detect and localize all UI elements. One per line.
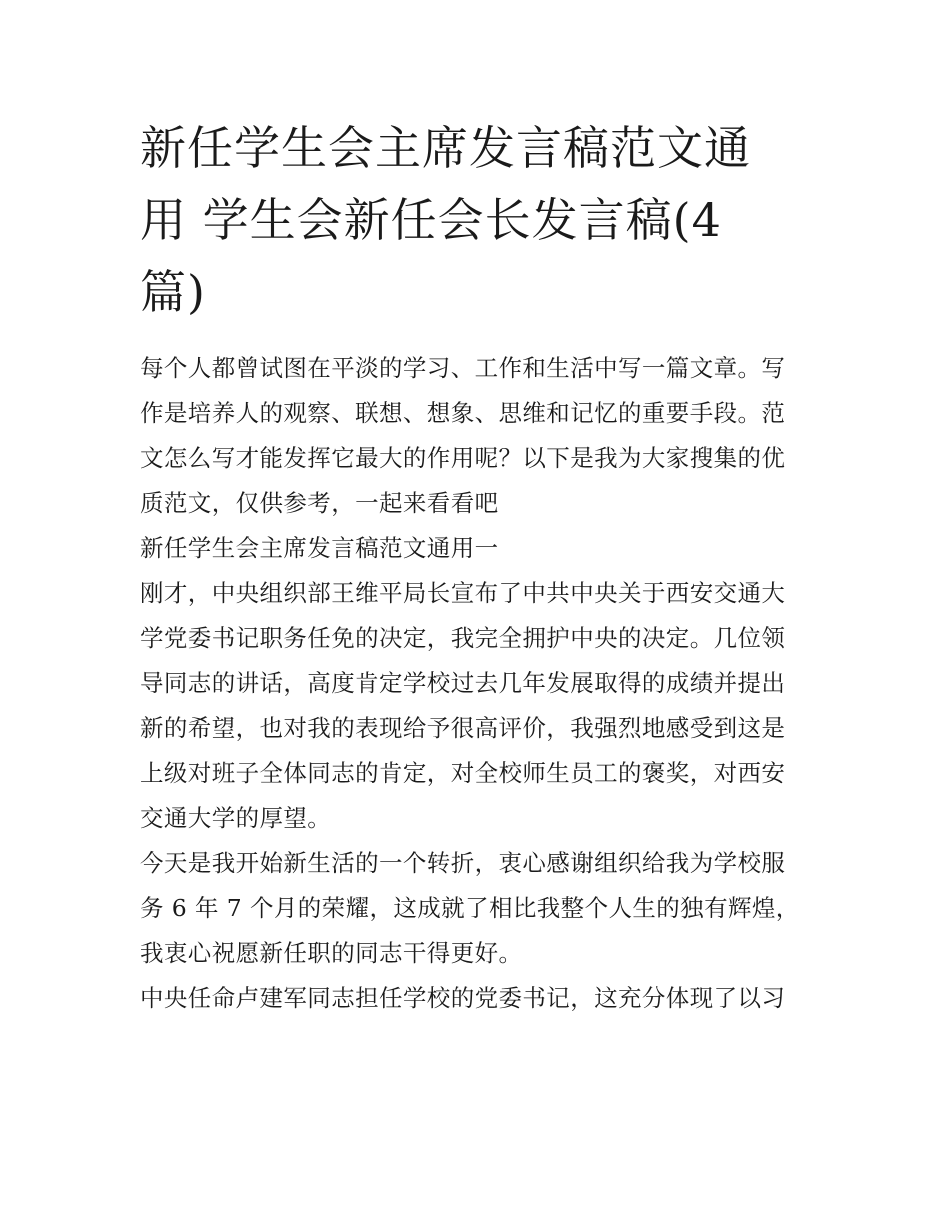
paragraph-2-line-2: 务 6 年 7 个月的荣耀，这成就了相比我整个人生的独有辉煌， — [140, 894, 800, 922]
paragraph-2 — [140, 841, 812, 976]
paragraph-1 — [140, 571, 812, 841]
paragraph-1-line-1: 刚才，中央组织部王维平局长宣布了中共中央关于西安交通大 — [140, 579, 786, 607]
title-line-2: 用 学生会新任会长发言稿(4 — [140, 193, 722, 247]
intro-paragraph — [140, 346, 812, 526]
title-line-3: 篇) — [140, 265, 206, 319]
intro-line-2: 作是培养人的观察、联想、想象、思维和记忆的重要手段。范 — [140, 399, 786, 427]
intro-line-4: 质范文，仅供参考，一起来看看吧 — [140, 489, 499, 517]
intro-line-3: 文怎么写才能发挥它最大的作用呢？以下是我为大家搜集的优 — [140, 444, 786, 472]
paragraph-1-line-2: 学党委书记职务任免的决定，我完全拥护中央的决定。几位领 — [140, 624, 786, 652]
paragraph-1-line-3: 导同志的讲话，高度肯定学校过去几年发展取得的成绩并提出 — [140, 669, 786, 697]
paragraph-3-line-1: 中央任命卢建军同志担任学校的党委书记，这充分体现了以习 — [140, 984, 786, 1012]
paragraph-2-line-3: 我衷心祝愿新任职的同志干得更好。 — [140, 939, 523, 967]
intro-line-1: 每个人都曾试图在平淡的学习、工作和生活中写一篇文章。写 — [140, 354, 786, 382]
document-title — [140, 112, 812, 328]
paragraph-3 — [140, 976, 812, 1021]
document-page — [140, 112, 812, 1021]
paragraph-2-line-1: 今天是我开始新生活的一个转折，衷心感谢组织给我为学校服 — [140, 849, 786, 877]
paragraph-1-line-4: 新的希望，也对我的表现给予很高评价，我强烈地感受到这是 — [140, 714, 786, 742]
title-line-1: 新任学生会主席发言稿范文通 — [140, 121, 751, 175]
section-heading: 新任学生会主席发言稿范文通用一 — [140, 534, 499, 562]
document-body — [140, 346, 812, 1021]
paragraph-1-line-6: 交通大学的厚望。 — [140, 804, 332, 832]
paragraph-1-line-5: 上级对班子全体同志的肯定，对全校师生员工的褒奖，对西安 — [140, 759, 786, 787]
